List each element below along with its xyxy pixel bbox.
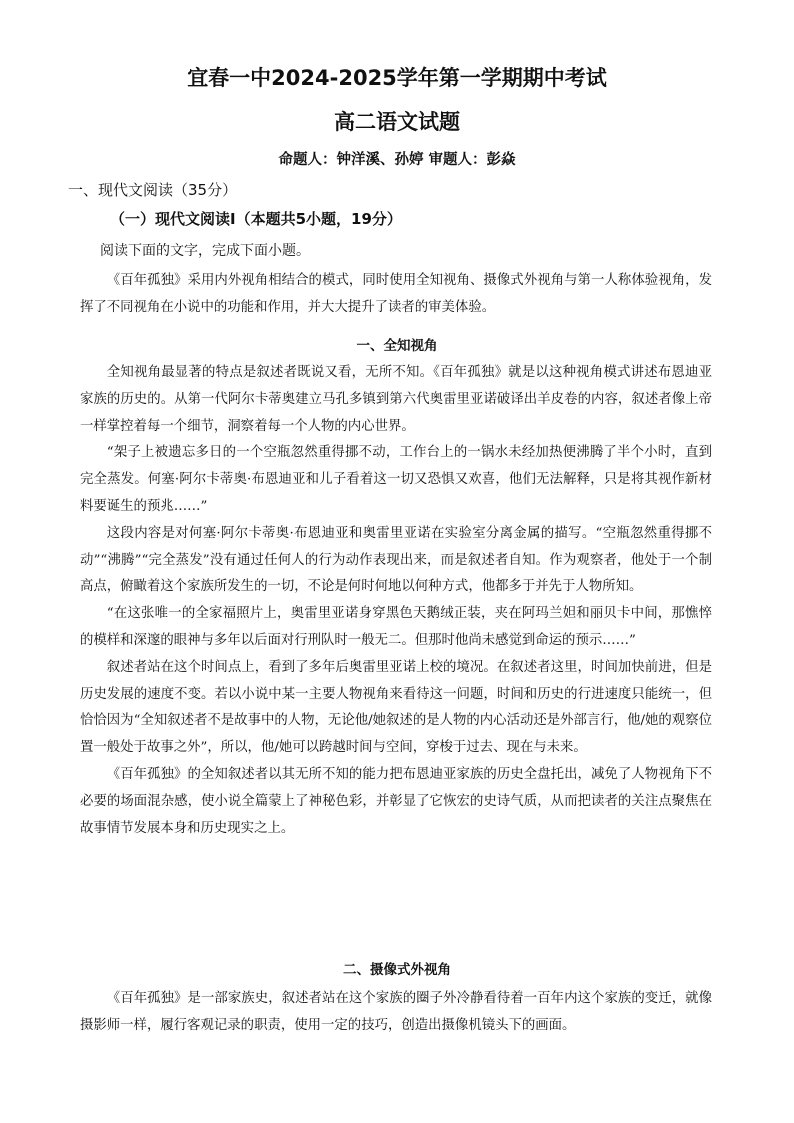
passage-body-block (80, 360, 712, 842)
section-heading-reading1: （一）现代文阅读Ⅰ（本题共5小题，19分） (110, 210, 402, 228)
passage-quote: “在这张唯一的全家福照片上，奥雷里亚诺身穿黑色天鹅绒正装，夹在阿玛兰妲和丽贝卡中间，那憔悴的模样和深邃的眼神与多年以后面对行刑队时一般无二。但那时他尚未感觉到命运的预示……” (80, 606, 712, 648)
exam-subtitle: 高二语文试题 (334, 110, 460, 134)
passage-paragraph: 《百年孤独》是一部家族史，叙述者站在这个家族的圈子外冷静看待着一百年内这个家族的变迁，就像摄影师一样，履行客观记录的职责，使用一定的技巧，创造出摄像机镜头下的画面。 (80, 991, 712, 1033)
passage-paragraph: 这段内容是对何塞·阿尔卡蒂奥·布恩迪亚和奥雷里亚诺在实验室分离金属的描写。“空瓶忽然重得挪不动”“沸腾”“完全蒸发”没有通过任何人的行为动作表现出来，而是叙述者自知。作为观察者，他处于一个制高点，俯瞰着这个家族所发生的一切，不论是何时何地以何种方式，他都多于并先于人物所知。 (80, 525, 712, 595)
passage-intro-block (80, 268, 712, 322)
exam-title: 宜春一中2024-2025学年第一学期期中考试 (187, 66, 607, 90)
passage-paragraph: 全知视角最显著的特点是叙述者既说又看，无所不知。《百年孤独》就是以这种视角模式讲述布恩迪亚家族的历史的。从第一代阿尔卡蒂奥建立马孔多镇到第六代奥雷里亚诺破译出羊皮卷的内容，叙述者像上帝一样掌控着每一个细节，洞察着每一个人物的内心世界。 (80, 365, 712, 434)
passage-body-block-2 (80, 986, 712, 1040)
passage-paragraph: 《百年孤独》的全知叙述者以其无所不知的能力把布恩迪亚家族的历史全盘托出，减免了人物视角下不必要的场面混杂感，使小说全篇蒙上了神秘色彩，并彰显了它恢宏的史诗气质，从而把读者的关注点聚焦在故事情节发展本身和历史现实之上。 (80, 766, 712, 836)
passage-paragraph: 叙述者站在这个时间点上，看到了多年后奥雷里亚诺上校的境况。在叙述者这里，时间加快前进，但是历史发展的速度不变。若以小说中某一主要人物视角来看待这一问题，时间和历史的行进速度只能统一，但恰恰因为“全知叙述者不是故事中的人物，无论他/她叙述的是人物的内心活动还是外部言行，他/她的观察位置一般处于故事之外”，所以，他/她可以跨越时间与空间，穿梭于过去、现在与未来。 (80, 659, 712, 756)
passage-subheading-1: 一、全知视角 (356, 338, 438, 354)
passage-paragraph: 《百年孤独》采用内外视角相结合的模式，同时使用全知视角、摄像式外视角与第一人称体验视角，发挥了不同视角在小说中的功能和作用，并大大提升了读者的审美体验。 (80, 273, 712, 315)
exam-authors: 命题人：钟洋溪、孙婷 审题人：彭焱 (278, 152, 516, 168)
passage-subheading-2: 二、摄像式外视角 (343, 962, 451, 978)
passage-quote: “架子上被遗忘多日的一个空瓶忽然重得挪不动，工作台上的一锅水未经加热便沸腾了半个小时，直到完全蒸发。何塞·阿尔卡蒂奥·布恩迪亚和儿子看着这一切又恐惧又欢喜，他们无法解释，只是将其视作新材料要诞生的预兆……” (80, 445, 712, 514)
instruction-text: 阅读下面的文字，完成下面小题。 (100, 243, 310, 259)
section-heading-part1: 一、现代文阅读（35分） (68, 181, 238, 199)
